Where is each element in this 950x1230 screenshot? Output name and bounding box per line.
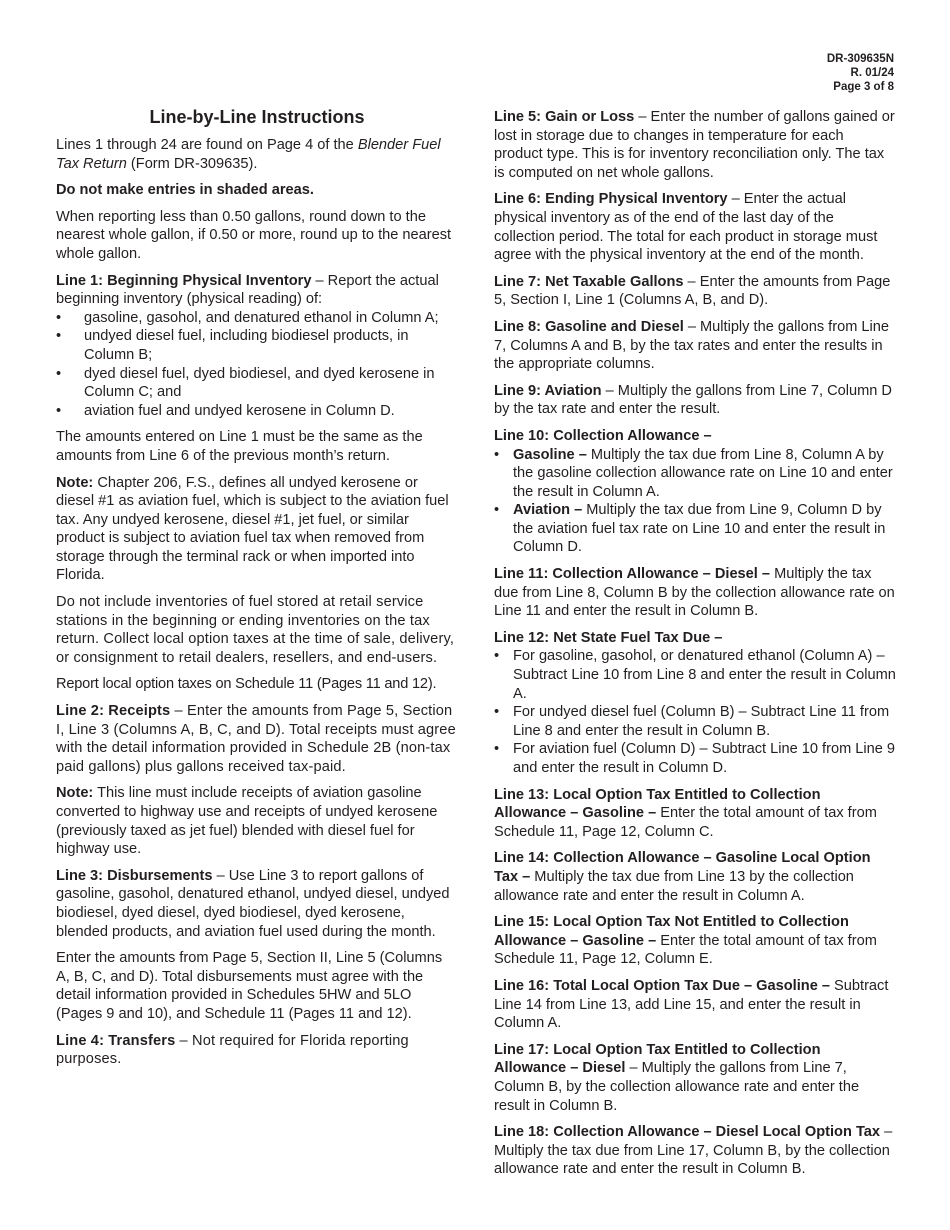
form-header [827, 52, 894, 94]
line1-amounts-note: The amounts entered on Line 1 must be the same as the amounts from Line 6 of the previous month’s return. [56, 429, 423, 464]
aviation-fuel-note: Note: Chapter 206, F.S., defines all undyed kerosene or diesel #1 as aviation fuel, which is subject to the aviation fuel tax. Any undyed kerosene, diesel #1, jet fuel, or similar product is subject to aviation fuel tax when removed from storage through the terminal rack or when imported into Florida. [56, 474, 449, 584]
line1-bullet-list [56, 309, 458, 421]
line9-heading: Line 9: Aviation [494, 382, 602, 399]
return-title: Blender Fuel Tax Return [56, 137, 441, 172]
line15-instruction: Line 15: Local Option Tax Not Entitled to Collection Allowance – Gasoline – Enter the total amount of tax from Schedule 11, Page 12, Column E. [494, 914, 877, 968]
retail-inventories-paragraph: Do not include inventories of fuel stored at retail service stations in the beginning or ending inventories on the tax return. Collect local option taxes at the time of sale, delivery, or consignment to retail dealers, resellers, and end-users. [56, 594, 455, 666]
line6-heading: Line 6: Ending Physical Inventory [494, 191, 728, 208]
line12-heading-paragraph [494, 629, 896, 648]
shaded-areas-warning: Do not make entries in shaded areas. [56, 182, 314, 199]
line5-instruction: Line 5: Gain or Loss – Enter the number of gallons gained or lost in storage due to changes in temperature for each product type. This is for inventory reconciliation only. The tax is computed on net whole gallons. [494, 109, 895, 181]
line15-heading: Line 15: Local Option Tax Not Entitled to Collection Allowance – Gasoline – [494, 914, 849, 949]
list-item: • For undyed diesel fuel (Column B) – Subtract Line 11 from Line 8 and enter the result in Column B. [494, 703, 896, 740]
line2-heading: Line 2: Receipts [56, 703, 171, 720]
line10-heading: Line 10: Collection Allowance – [494, 427, 712, 444]
list-item: • Gasoline – Multiply the tax due from Line 8, Column A by the gasoline collection allowance rate on Line 10 and enter the result in Column A. [494, 446, 896, 502]
line18-instruction: Line 18: Collection Allowance – Diesel Local Option Tax – Multiply the tax due from Line 17, Column B, by the collection allowance rate and enter the result in Column B. [494, 1124, 893, 1178]
line3-amounts: Enter the amounts from Page 5, Section II, Line 5 (Columns A, B, C, and D). Total disbursements must agree with the detail information provided in Schedules 5HW and 5LO (Pages 9 and 10), and Schedule 11 (Pages 11 and 12). [56, 950, 443, 1022]
line6-instruction: Line 6: Ending Physical Inventory – Enter the actual physical inventory as of the end of the last day of the collection period. The total for each product in storage must agree with the physical inventory at the end of the month. [494, 191, 878, 264]
list-item: • Aviation – Multiply the tax due from Line 9, Column D by the aviation fuel tax rate on Line 10 and enter the result in Column D. [494, 501, 896, 557]
line3-heading: Line 3: Disbursements [56, 867, 213, 884]
intro-paragraph: Lines 1 through 24 are found on Page 4 of the Blender Fuel Tax Return (Form DR-309635). [56, 137, 441, 172]
line12-heading: Line 12: Net State Fuel Tax Due – [494, 629, 723, 646]
list-item: • For gasoline, gasohol, or denatured ethanol (Column A) – Subtract Line 10 from Line 8 and enter the result in Column A. [494, 647, 896, 703]
form-number: DR-309635N [826, 53, 894, 65]
receipts-note: Note: This line must include receipts of aviation gasoline converted to highway use and receipts of undyed kerosene (previously taxed as jet fuel) blended with diesel fuel for highway use. [56, 785, 438, 858]
line13-heading: Line 13: Local Option Tax Entitled to Collection Allowance – Gasoline – [494, 786, 821, 822]
form-revision: R. 01/24 [850, 67, 894, 79]
line7-instruction: Line 7: Net Taxable Gallons – Enter the amounts from Page 5, Section I, Line 1 (Columns A, B, and D). [494, 273, 891, 309]
line8-heading: Line 8: Gasoline and Diesel [494, 318, 684, 335]
rounding-rule: When reporting less than 0.50 gallons, round down to the nearest whole gallon, if 0.50 or more, round up to the nearest whole gallon. [56, 208, 452, 262]
line3-instruction: Line 3: Disbursements – Use Line 3 to report gallons of gasoline, gasohol, denatured ethanol, undyed diesel, undyed biodiesel, dyed diesel, dyed biodiesel, dyed kerosene, blended products, and aviation fuel used during the month. [56, 867, 450, 940]
line16-heading: Line 16: Total Local Option Tax Due – Gasoline – [494, 977, 830, 994]
line7-heading: Line 7: Net Taxable Gallons [494, 273, 684, 290]
schedule11-note: Report local option taxes on Schedule 11 (Pages 11 and 12). [56, 676, 437, 693]
line4-instruction: Line 4: Transfers – Not required for Florida reporting purposes. [56, 1032, 409, 1068]
line14-heading: Line 14: Collection Allowance – Gasoline Local Option Tax – [494, 850, 871, 885]
line12-bullet-list [494, 647, 896, 777]
list-item: • undyed diesel fuel, including biodiesel products, in Column B; [56, 327, 458, 364]
line17-instruction: Line 17: Local Option Tax Entitled to Collection Allowance – Diesel – Multiply the gallons from Line 7, Column B, by the collection allowance rate and enter the result in Column B. [494, 1041, 860, 1114]
line1-instruction: Line 1: Beginning Physical Inventory – Report the actual beginning inventory (physical reading) of: [56, 272, 439, 308]
list-item: • gasoline, gasohol, and denatured ethanol in Column A; [56, 309, 458, 328]
page-title: Line-by-Line Instructions [149, 107, 365, 127]
line17-heading: Line 17: Local Option Tax Entitled to Collection Allowance – Diesel [494, 1041, 821, 1077]
line8-instruction: Line 8: Gasoline and Diesel – Multiply the gallons from Line 7, Columns A and B, by the tax rates and enter the results in the appropriate columns. [494, 318, 890, 373]
line10-heading-paragraph [494, 427, 896, 446]
line1-heading: Line 1: Beginning Physical Inventory [56, 272, 312, 289]
list-item: • For aviation fuel (Column D) – Subtract Line 10 from Line 9 and enter the result in Column D. [494, 740, 896, 777]
line16-instruction: Line 16: Total Local Option Tax Due – Gasoline – Subtract Line 14 from Line 13, add Line 15, and enter the result in Column A. [494, 977, 889, 1032]
line5-heading: Line 5: Gain or Loss [494, 109, 635, 125]
list-item: • dyed diesel fuel, dyed biodiesel, and dyed kerosene in Column C; and [56, 365, 458, 402]
page-number: Page 3 of 8 [833, 81, 894, 93]
left-column [56, 106, 458, 1077]
line14-instruction: Line 14: Collection Allowance – Gasoline Local Option Tax – Multiply the tax due from Line 13 by the collection allowance rate and enter the result in Column A. [494, 850, 871, 904]
line2-instruction: Line 2: Receipts – Enter the amounts from Page 5, Section I, Line 3 (Columns A, B, C, and D). Total receipts must agree with the detail information provided in Schedule 2B (non-tax paid gallons) plus gallons received tax-paid. [56, 703, 456, 775]
right-column [494, 108, 896, 1187]
list-item: • aviation fuel and undyed kerosene in Column D. [56, 402, 458, 421]
line18-heading: Line 18: Collection Allowance – Diesel Local Option Tax [494, 1124, 881, 1141]
line10-bullet-list [494, 446, 896, 558]
line11-instruction: Line 11: Collection Allowance – Diesel – Multiply the tax due from Line 8, Column B by the collection allowance rate on Line 11 and enter the result in Column B. [494, 566, 895, 620]
line9-instruction: Line 9: Aviation – Multiply the gallons from Line 7, Column D by the tax rate and enter the result. [494, 382, 892, 418]
line13-instruction: Line 13: Local Option Tax Entitled to Collection Allowance – Gasoline – Enter the total amount of tax from Schedule 11, Page 12, Column C. [494, 786, 877, 840]
line4-heading: Line 4: Transfers [56, 1032, 176, 1049]
line11-heading: Line 11: Collection Allowance – Diesel – [494, 566, 771, 583]
